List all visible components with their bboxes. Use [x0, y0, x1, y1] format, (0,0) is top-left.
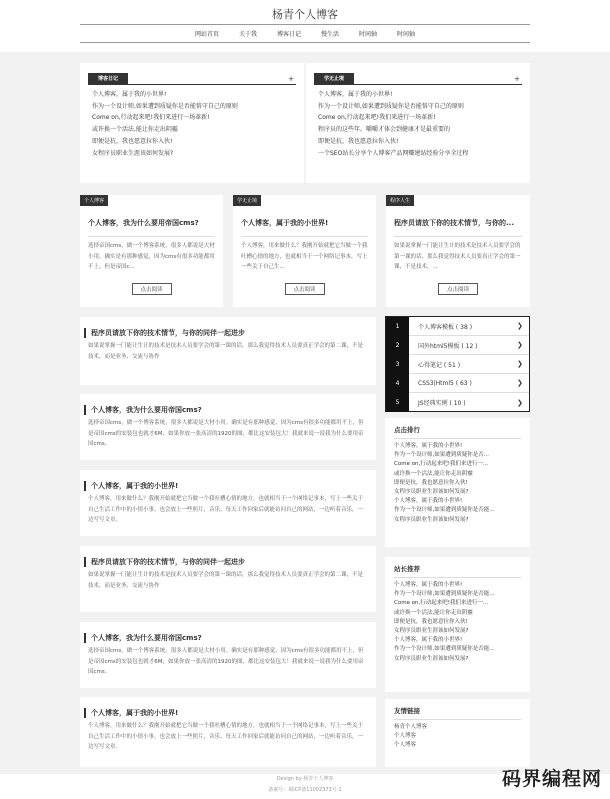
ranking-list [394, 442, 523, 525]
card-description: 如果说掌握一门能让生计的技术是技术人员要学会的第一课的话，那么我觉得技术人员要真正学会的第一课，不是技术，... [394, 243, 521, 270]
nav-item-about[interactable]: 关于我 [238, 31, 257, 38]
article [80, 317, 376, 385]
list-item[interactable]: 个人博客，属于我的小世界! [394, 443, 463, 449]
category-item[interactable] [386, 317, 529, 336]
divider [394, 236, 522, 237]
list-item[interactable]: 女程序员职业生涯该如何发展? [394, 655, 469, 662]
category-number: 4 [386, 374, 409, 393]
card [233, 195, 376, 307]
list-item[interactable]: Come on,行动起来吧!我们来进行一场革新! [92, 114, 210, 122]
panel-title: 点击排行 [394, 425, 521, 439]
card-description: 选择帝国cms，做一个博客系统，很多人都说是大材小用。确实是有那种感觉，因为cms有很多功能都用不上。但是帝国c... [88, 243, 215, 270]
card-tag[interactable]: 个人博客 [80, 195, 108, 206]
card-title[interactable]: 个人博客，我为什么要用帝国cms? [88, 219, 199, 227]
category-item[interactable] [386, 374, 529, 393]
chevron-right-icon: ❯ [517, 360, 523, 368]
card [386, 195, 530, 307]
chevron-right-icon: ❯ [517, 379, 523, 387]
article-title[interactable]: 程序员请放下你的技术情节，与你的同伴一起进步 [84, 557, 245, 567]
category-name[interactable]: 个人博客模板 ( 38 ) [418, 323, 473, 331]
chevron-right-icon: ❯ [517, 398, 523, 407]
list-item[interactable]: 个人博客，属于我的小世界! [394, 582, 463, 588]
footer-icp[interactable]: 备案号：蜀ICP备11002373号-1 [268, 787, 342, 793]
plus-icon[interactable]: + [514, 74, 520, 83]
nav-item-slow-life[interactable]: 慢生活 [321, 31, 340, 38]
list-item[interactable]: Come on,行动起来吧!我们来进行一... [394, 600, 489, 607]
list-item[interactable]: 作为一个设计师,如果遭到质疑你是否能... [394, 646, 495, 653]
list-item[interactable]: 个人博客，属于我的小世界! [318, 91, 393, 98]
category-number: 1 [386, 317, 409, 336]
nav-item-diary[interactable]: 博客日记 [276, 31, 301, 38]
article-description: 如果说掌握一门能让生计的技术是技术人员要学会的第一课的话，那么我觉得技术人员要真正学会的第二课，不是技术，而是业务、交流与协作 [88, 572, 364, 589]
read-more-button[interactable]: 点击阅读 [438, 283, 478, 295]
divider [88, 236, 215, 237]
read-more-button[interactable]: 点击阅读 [284, 283, 324, 295]
recommend-list [394, 581, 523, 664]
card-tag[interactable]: 学无止境 [233, 195, 261, 206]
links-list [394, 723, 523, 751]
article-title[interactable]: 个人博客，我为什么要用帝国cms? [84, 633, 202, 643]
panel-title: 友情链接 [394, 706, 521, 720]
list-item[interactable]: 个人博客，属于我的小世界! [92, 91, 167, 98]
list-item[interactable]: 作为一个设计师,如果遭到质疑你是否能... [394, 591, 495, 598]
list-item[interactable]: 即便是抗，我也愿意拉你入伙! [394, 479, 468, 486]
watermark: 码界编程网 [501, 768, 602, 790]
panel-title: 站长推荐 [394, 564, 521, 578]
article [80, 394, 376, 460]
article [80, 697, 376, 767]
friend-link[interactable]: 个人博客 [394, 733, 417, 740]
article-description: 个人博客，用来做什么？我刚开始就把它当做一个我吐槽心情的地方，也就相当于一个网络记事本，写上一些关于自己生活工作中的小情小事，也会放上一些照片，音乐。每天工作回家后就能访问自己的网站，一边听着音乐，一边写写文章。 [88, 723, 364, 750]
list-item[interactable]: 作为一个设计师,如果遭到质疑你是否能恪守自己的原则 [92, 102, 238, 110]
card [80, 195, 223, 307]
list-item[interactable]: 女程序员职业生涯该如何发展? [394, 489, 469, 496]
list-item[interactable]: 女程序员职业生涯该如何发展? [92, 149, 174, 157]
category-number: 3 [386, 355, 409, 374]
list-item[interactable]: 作为一个设计师,如果遭到质疑你是否... [394, 452, 489, 459]
article-description: 选择帝国cms，做一个博客系统，很多人都说是大材小用。确实是有那种感觉，因为cms有很多功能都用不上，但是帝国cms的安装包也就才6M，如果你放一张高清的1920的图，都比这安装包大！我就来说一说我为什么要用帝国cms。 [88, 648, 364, 675]
hot-ranking-panel [385, 418, 530, 547]
site-header [0, 0, 610, 52]
panel-list [80, 85, 304, 159]
list-item[interactable]: 作为一个设计师,如果遭到质疑你是否能... [394, 507, 495, 514]
list-item[interactable]: Come on,行动起来吧!我们来进行一... [394, 461, 489, 468]
friend-link[interactable]: 杨青个人博客 [394, 724, 428, 730]
study-panel [306, 63, 530, 183]
blog-diary-panel [80, 63, 304, 183]
list-item[interactable]: 即便是抗，我也愿意拉你入伙! [318, 137, 399, 145]
category-number: 5 [386, 393, 409, 412]
list-item[interactable]: 一个SEO站长分享个人博客产品网赚建站经验分享全过程 [318, 149, 469, 157]
category-number: 2 [386, 336, 409, 355]
category-item[interactable] [386, 355, 529, 374]
category-name[interactable]: JS经典实例 ( 10 ) [418, 400, 466, 407]
list-item[interactable]: 即便是抗，我也愿意拉你入伙! [394, 618, 468, 625]
category-item[interactable] [386, 336, 529, 355]
card-description: 个人博客，用来做什么？我刚开始就把它当做一个我吐槽心情的地方，也就相当于一个网络记事本，写上一些关于自己生... [241, 243, 368, 270]
category-list [385, 316, 530, 412]
panel-tag[interactable]: 博客日记 [88, 73, 128, 84]
list-item[interactable]: 作为一个设计师,如果遭到质疑你是否能恪守自己的原则 [318, 102, 464, 110]
list-item[interactable]: 个人博客，属于我的小世界! [394, 498, 463, 505]
category-name[interactable]: 心得笔记 ( 51 ) [418, 361, 461, 369]
article-title[interactable]: 个人博客，属于我的小世界! [84, 708, 178, 718]
article-description: 个人博客，用来做什么？我刚开始就把它当做一个我吐槽心情的地方，也就相当于一个网络记事本，写上一些关于自己生活工作中的小情小事，也会放上一些照片，音乐。每天工作回家后就能访问自己的网站，一边听着音乐，一边写写文章。 [88, 496, 364, 523]
article-title[interactable]: 程序员请放下你的技术情节，与你的同伴一起进步 [84, 328, 245, 338]
article-description: 如果说掌握一门能让生计的技术是技术人员要学会的第一课的话，那么我觉得技术人员要真正学会的第二课，不是技术，而是业务、交流与协作 [88, 343, 364, 360]
nav-item-timeline-2[interactable]: 时间轴 [397, 31, 416, 38]
category-item[interactable] [386, 393, 529, 412]
category-name[interactable]: CSS3|Html5 ( 63 ) [418, 379, 472, 387]
article-title[interactable]: 个人博客，属于我的小世界! [84, 481, 178, 491]
nav-item-home[interactable]: 网站首页 [194, 31, 219, 38]
card-tag[interactable]: 程序人生 [386, 195, 414, 206]
list-item[interactable]: Come on,行动起来吧!我们来进行一场革新! [318, 114, 436, 122]
recommend-panel [385, 557, 530, 692]
read-more-button[interactable]: 点击阅读 [131, 283, 171, 295]
panel-header [314, 73, 522, 85]
panel-header [88, 73, 296, 85]
list-item[interactable]: 女程序员职业生涯该如何发展? [394, 516, 469, 523]
list-item[interactable]: 程序员的这些年，嚼嚼才体会到健康才是最重要的 [318, 126, 451, 134]
list-item[interactable]: 个人博客，属于我的小世界! [394, 637, 463, 644]
category-name[interactable]: 国外html5模板 ( 12 ) [418, 342, 478, 350]
chevron-right-icon: ❯ [517, 341, 523, 349]
plus-icon[interactable]: + [288, 74, 294, 83]
panel-tag[interactable]: 学无止境 [314, 73, 354, 84]
divider [241, 236, 368, 237]
article [80, 546, 376, 612]
friend-link[interactable]: 个人博客 [394, 742, 417, 749]
card-title[interactable]: 个人博客，属于我的小世界! [241, 219, 329, 227]
article [80, 470, 376, 536]
footer-design: Design by 杨青个人博客 [276, 776, 334, 782]
article-title[interactable]: 个人博客，我为什么要用帝国cms? [84, 405, 202, 415]
list-item[interactable]: 或许换一个活法,能让你走出阴霾 [92, 126, 178, 134]
list-item[interactable]: 或许换一个活法,能让你走出阴霾 [394, 470, 473, 477]
panel-list [306, 85, 530, 159]
list-item[interactable]: 即便是抗，我也愿意拉你入伙! [92, 137, 173, 145]
site-title[interactable]: 杨青个人博客 [272, 8, 338, 21]
nav-item-timeline[interactable]: 时间轴 [359, 31, 378, 38]
list-item[interactable]: 女程序员职业生涯该如何发展? [394, 628, 469, 635]
article-description: 选择帝国cms，做一个博客系统，很多人都说是大材小用。确实是有那种感觉，因为cms有很多功能都用不上，但是帝国cms的安装包也就才6M，如果你放一张高清的1920的图，都比这安装包大！我就来说一说我为什么要用帝国cms。 [88, 420, 364, 447]
list-item[interactable]: 或许换一个活法,能让你走出阴霾 [394, 609, 473, 616]
chevron-right-icon: ❯ [517, 322, 523, 330]
main-nav [80, 24, 530, 43]
article [80, 622, 376, 688]
card-title[interactable]: 程序员请放下你的技术情节，与你的... [394, 219, 514, 227]
friend-links-panel [385, 699, 530, 767]
